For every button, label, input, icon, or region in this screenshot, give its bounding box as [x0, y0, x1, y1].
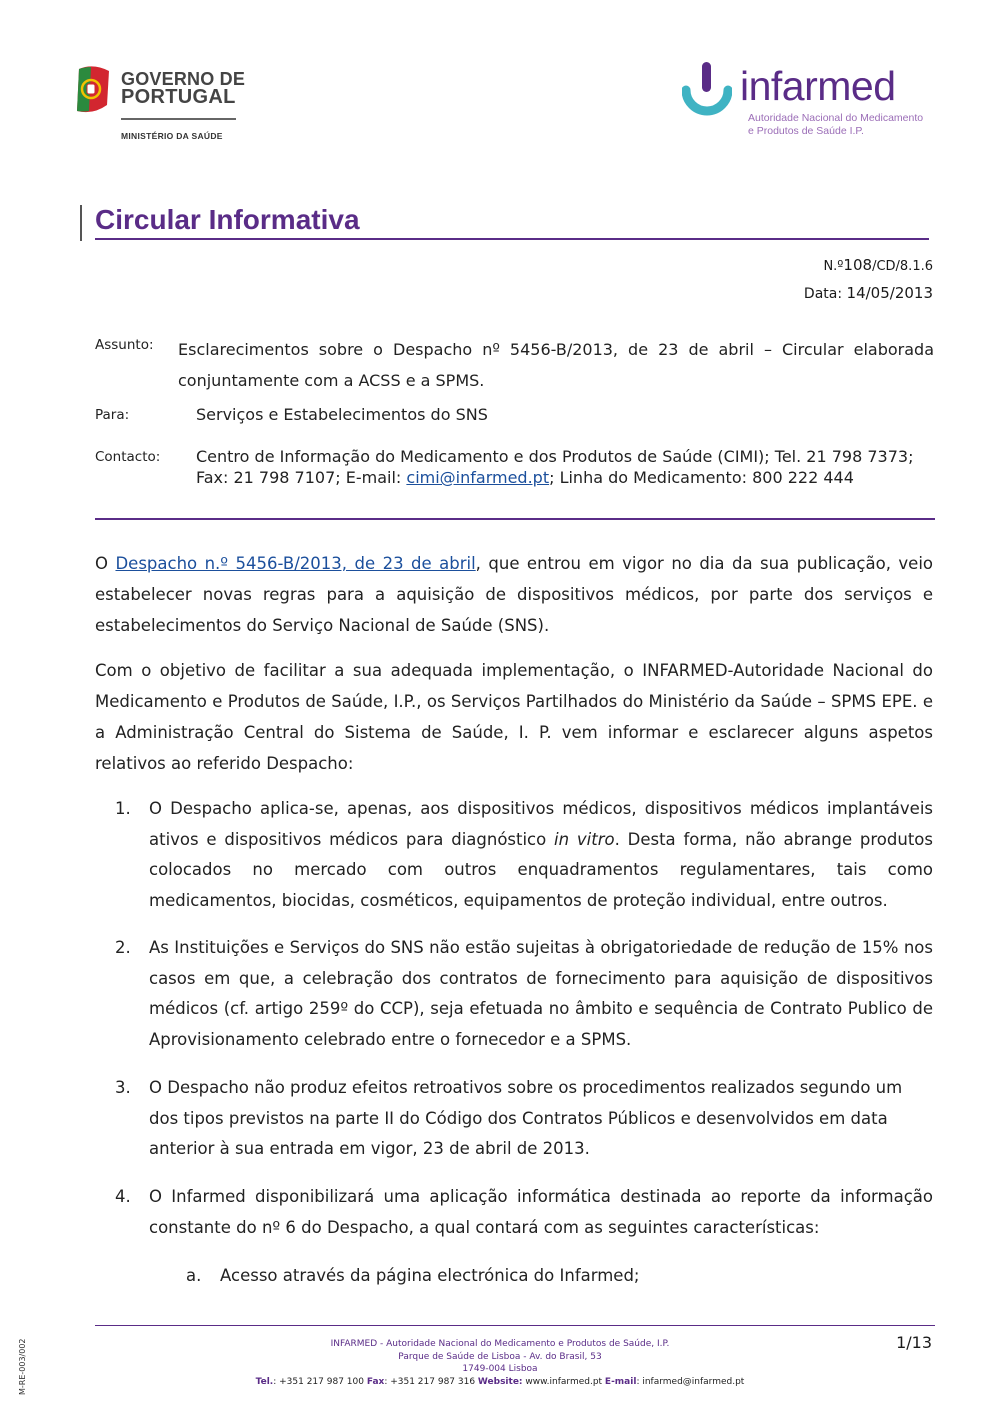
footer-line2: Parque de Saúde de Lisboa - Av. do Brasil, 53	[398, 1351, 602, 1362]
portugal-coat-of-arms-icon	[73, 65, 113, 117]
objective-paragraph: Com o objetivo de facilitar a sua adequada implementação, o INFARMED-Autoridade Nacional do Medicamento e Produtos de Saúde, I.P., os Serviços Partilhados do Ministério da Saúde – SPMS EPE. e a Administração Central do Sistema de Saúde, I. P. vem informar e esclarecer alguns aspetos relativos ao referido Despacho:	[95, 661, 933, 773]
item1-text: O Despacho aplica-se, apenas, aos dispositivos médicos, dispositivos médicos implantáveis ativos e dispositivos médicos para diagnóstico	[149, 799, 933, 849]
infarmed-sub-line2: e Produtos de Saúde I.P.	[748, 125, 864, 137]
p1-text-after: , que entrou em vigor no dia da sua publicação, veio estabelecer novas regras para a aquisição de dispositivos médicos, por parte dos serviços e estabelecimentos do Serviço Nacional de Saúde (SNS).	[95, 554, 933, 635]
circular-date	[804, 284, 933, 302]
contacto-text: Centro de Informação do Medicamento e dos Produtos de Saúde (CIMI); Tel. 21 798 7373; Fax: 21 798 7107; E-mail:	[196, 447, 914, 487]
document-title: Circular Informativa	[95, 204, 360, 235]
contacto-label: Contacto:	[95, 449, 161, 465]
list-item	[115, 794, 933, 916]
ministry-name: MINISTÉRIO DA SAÚDE	[121, 131, 223, 141]
contact-email-link[interactable]: cimi@infarmed.pt	[406, 468, 550, 487]
infarmed-logo-name: infarmed	[740, 63, 896, 109]
footer-divider	[95, 1325, 935, 1326]
reference-prefix: N.º	[823, 259, 844, 274]
p1-text: O	[95, 554, 116, 573]
despacho-link[interactable]: Despacho n.º 5456-B/2013, de 23 de abril	[115, 554, 476, 573]
footer-web-label: Website:	[477, 1376, 523, 1387]
item1-emphasis: in vitro	[554, 829, 615, 849]
footer-website: www.infarmed.pt	[522, 1376, 605, 1387]
infarmed-logo-icon	[682, 60, 732, 122]
sub-item-letter: a.	[186, 1266, 202, 1285]
intro-paragraph	[95, 548, 933, 641]
page-number: 1/13	[896, 1333, 932, 1352]
date-value: 14/05/2013	[846, 284, 933, 302]
circular-reference	[823, 256, 933, 274]
gov-line2: PORTUGAL	[121, 86, 236, 108]
para-label: Para:	[95, 407, 130, 423]
list-item-number: 4.	[115, 1187, 131, 1206]
gov-logo-divider	[121, 118, 236, 120]
contacto-value	[196, 446, 936, 488]
title-underline	[95, 238, 929, 240]
footer-email-label: E-mail	[604, 1376, 637, 1387]
list-item-text: O Infarmed disponibilizará uma aplicação informática destinada ao reporte da informação constante do nº 6 do Despacho, a qual contará com as seguintes características:	[149, 1187, 933, 1237]
footer-line1: INFARMED - Autoridade Nacional do Medicamento e Produtos de Saúde, I.P.	[330, 1339, 670, 1349]
list-item-text	[149, 794, 933, 916]
list-item	[115, 933, 933, 1055]
sub-item-text: Acesso através da página electrónica do Infarmed;	[220, 1266, 640, 1285]
date-label: Data:	[803, 286, 847, 302]
footer-line3: 1749-004 Lisboa	[462, 1364, 538, 1374]
list-item-number: 2.	[115, 938, 131, 957]
government-logo-text	[121, 70, 245, 106]
infarmed-sub-line1: Autoridade Nacional do Medicamento	[748, 112, 924, 124]
sub-list-item	[186, 1261, 886, 1292]
title-accent-bar	[80, 205, 82, 241]
footer-tel-label: Tel.	[255, 1376, 274, 1387]
list-item-text: As Instituições e Serviços do SNS não estão sujeitas à obrigatoriedade de redução de 15% nos casos em que, a celebração dos contratos de fornecimento para aquisição de dispositivos médicos (cf. artigo 259º do CCP), seja efetuada no âmbito e sequência de Contrato Publico de Aprovisionamento celebrado entre o fornecedor e a SPMS.	[149, 938, 933, 1049]
footer-contacts	[250, 1376, 750, 1389]
infarmed-logo-subtitle	[748, 112, 923, 138]
item1-text-after: . Desta forma, não abrange produtos colocados no mercado com outros enquadramentos regulamentares, tais como medicamentos, biocidas, cosméticos, equipamentos de proteção individual, entre outros.	[149, 829, 933, 910]
gov-line1: GOVERNO DE	[121, 69, 246, 89]
meta-divider	[95, 518, 935, 520]
list-item	[115, 1073, 925, 1165]
footer-email: : infarmed@infarmed.pt	[636, 1376, 745, 1387]
footer-address	[250, 1338, 750, 1388]
assunto-value: Esclarecimentos sobre o Despacho nº 5456-B/2013, de 23 de abril – Circular elaborada conjuntamente com a ACSS e a SPMS.	[178, 340, 934, 390]
list-item-number: 3.	[115, 1078, 131, 1097]
footer-fax-label: Fax	[366, 1376, 385, 1387]
para-value: Serviços e Estabelecimentos do SNS	[196, 405, 488, 424]
reference-suffix: /CD/8.1.6	[872, 259, 933, 274]
list-item-text: O Despacho não produz efeitos retroativos sobre os procedimentos realizados segundo um dos tipos previstos na parte II do Código dos Contratos Públicos e desenvolvidos em data anterior à sua entrada em vigor, 23 de abril de 2013.	[149, 1078, 903, 1158]
assunto-label: Assunto:	[95, 337, 154, 353]
footer-tel: : +351 217 987 100	[273, 1376, 367, 1387]
footer-fax: : +351 217 987 316	[384, 1376, 478, 1387]
reference-number: 108	[843, 256, 873, 274]
list-item-number: 1.	[115, 799, 131, 818]
document-code: M-RE-003/002	[18, 1338, 27, 1395]
list-item	[115, 1182, 933, 1243]
contacto-text-after: ; Linha do Medicamento: 800 222 444	[549, 468, 854, 487]
